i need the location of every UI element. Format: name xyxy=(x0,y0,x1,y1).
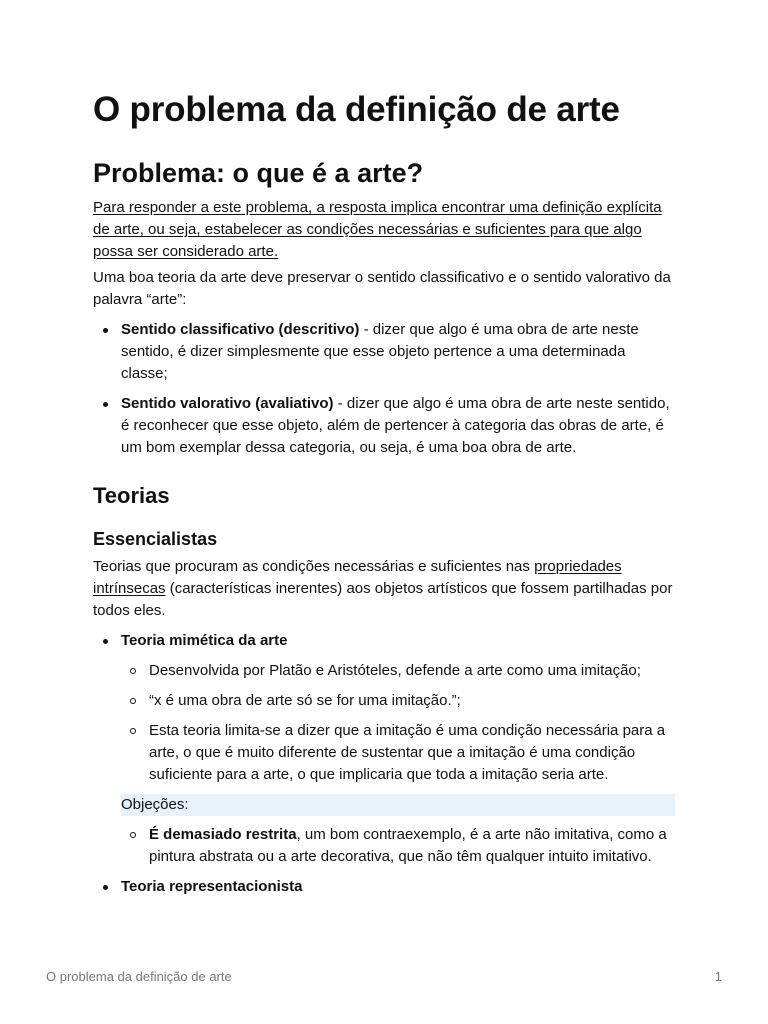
objections-label: Objeções: xyxy=(121,794,675,816)
page-title: O problema da definição de arte xyxy=(93,90,620,129)
senses-paragraph: Uma boa teoria da arte deve preservar o sentido classificativo e o sentido valorativo da palavra “arte”: xyxy=(93,269,671,308)
list-item-teoria-representacionista xyxy=(93,876,675,898)
propriedades-intrinsecas: propriedades intrínsecas xyxy=(93,558,622,597)
list-item: “x é uma obra de arte só se for uma imitação.”; xyxy=(121,690,675,712)
document-body xyxy=(93,84,675,906)
section-heading-teorias: Teorias xyxy=(93,483,170,508)
list-item-teoria-mimetica xyxy=(93,630,675,868)
subheading-essencialistas: Essencialistas xyxy=(93,529,218,549)
senses-list xyxy=(93,319,675,459)
desc-valorativo: - dizer que algo é uma obra de arte neste sentido, é reconhecer que esse objeto, além de pertencer à categoria das obras de arte, é um bom exemplar dessa categoria, ou seja, é uma boa obra de arte. xyxy=(121,395,670,456)
term-classificativo: Sentido classificativo (descritivo) xyxy=(121,321,360,338)
section-heading-problema: Problema: o que é a arte? xyxy=(93,158,424,188)
list-item-valorativo xyxy=(93,393,675,459)
footer-title: O problema da definição de arte xyxy=(46,969,232,984)
list-item: Desenvolvida por Platão e Aristóteles, defende a arte como uma imitação; xyxy=(121,660,675,682)
list-item-classificativo xyxy=(93,319,675,385)
objections-list xyxy=(121,824,675,868)
intro-paragraph xyxy=(93,197,675,263)
list-item-objection xyxy=(121,824,675,868)
objection-text: , um bom contraexemplo, é a arte não imitativa, como a pintura abstrata ou a arte decorativa, que não têm qualquer intuito imitativo. xyxy=(149,826,667,865)
essencialistas-paragraph xyxy=(93,556,675,622)
theories-list xyxy=(93,630,675,898)
intro-underlined-text: Para responder a este problema, a resposta implica encontrar uma definição explícita de arte, ou seja, estabelecer as condições necessárias e suficientes para que algo possa ser considerado arte. xyxy=(93,199,662,260)
desc-classificativo: - dizer que algo é uma obra de arte neste sentido, é dizer simplesmente que esse objeto pertence a uma determinada classe; xyxy=(121,321,639,382)
essencialistas-text-start: Teorias que procuram as condições necessárias e suficientes nas xyxy=(93,558,535,575)
theory-name-mimetica: Teoria mimética da arte xyxy=(121,632,288,649)
list-item: Esta teoria limita-se a dizer que a imitação é uma condição necessária para a arte, o que é muito diferente de sustentar que a imitação é uma condição suficiente para a arte, o que implicaria que toda a imitação seria arte. xyxy=(121,720,675,786)
term-valorativo: Sentido valorativo (avaliativo) xyxy=(121,395,334,412)
theory-name-representacionista: Teoria representacionista xyxy=(121,878,303,895)
essencialistas-text-end: (características inerentes) aos objetos artísticos que fossem partilhadas por todos eles. xyxy=(93,580,673,619)
page-number: 1 xyxy=(714,969,722,984)
mimetica-points-list xyxy=(121,660,675,786)
objection-term: É demasiado restrita xyxy=(149,826,297,843)
